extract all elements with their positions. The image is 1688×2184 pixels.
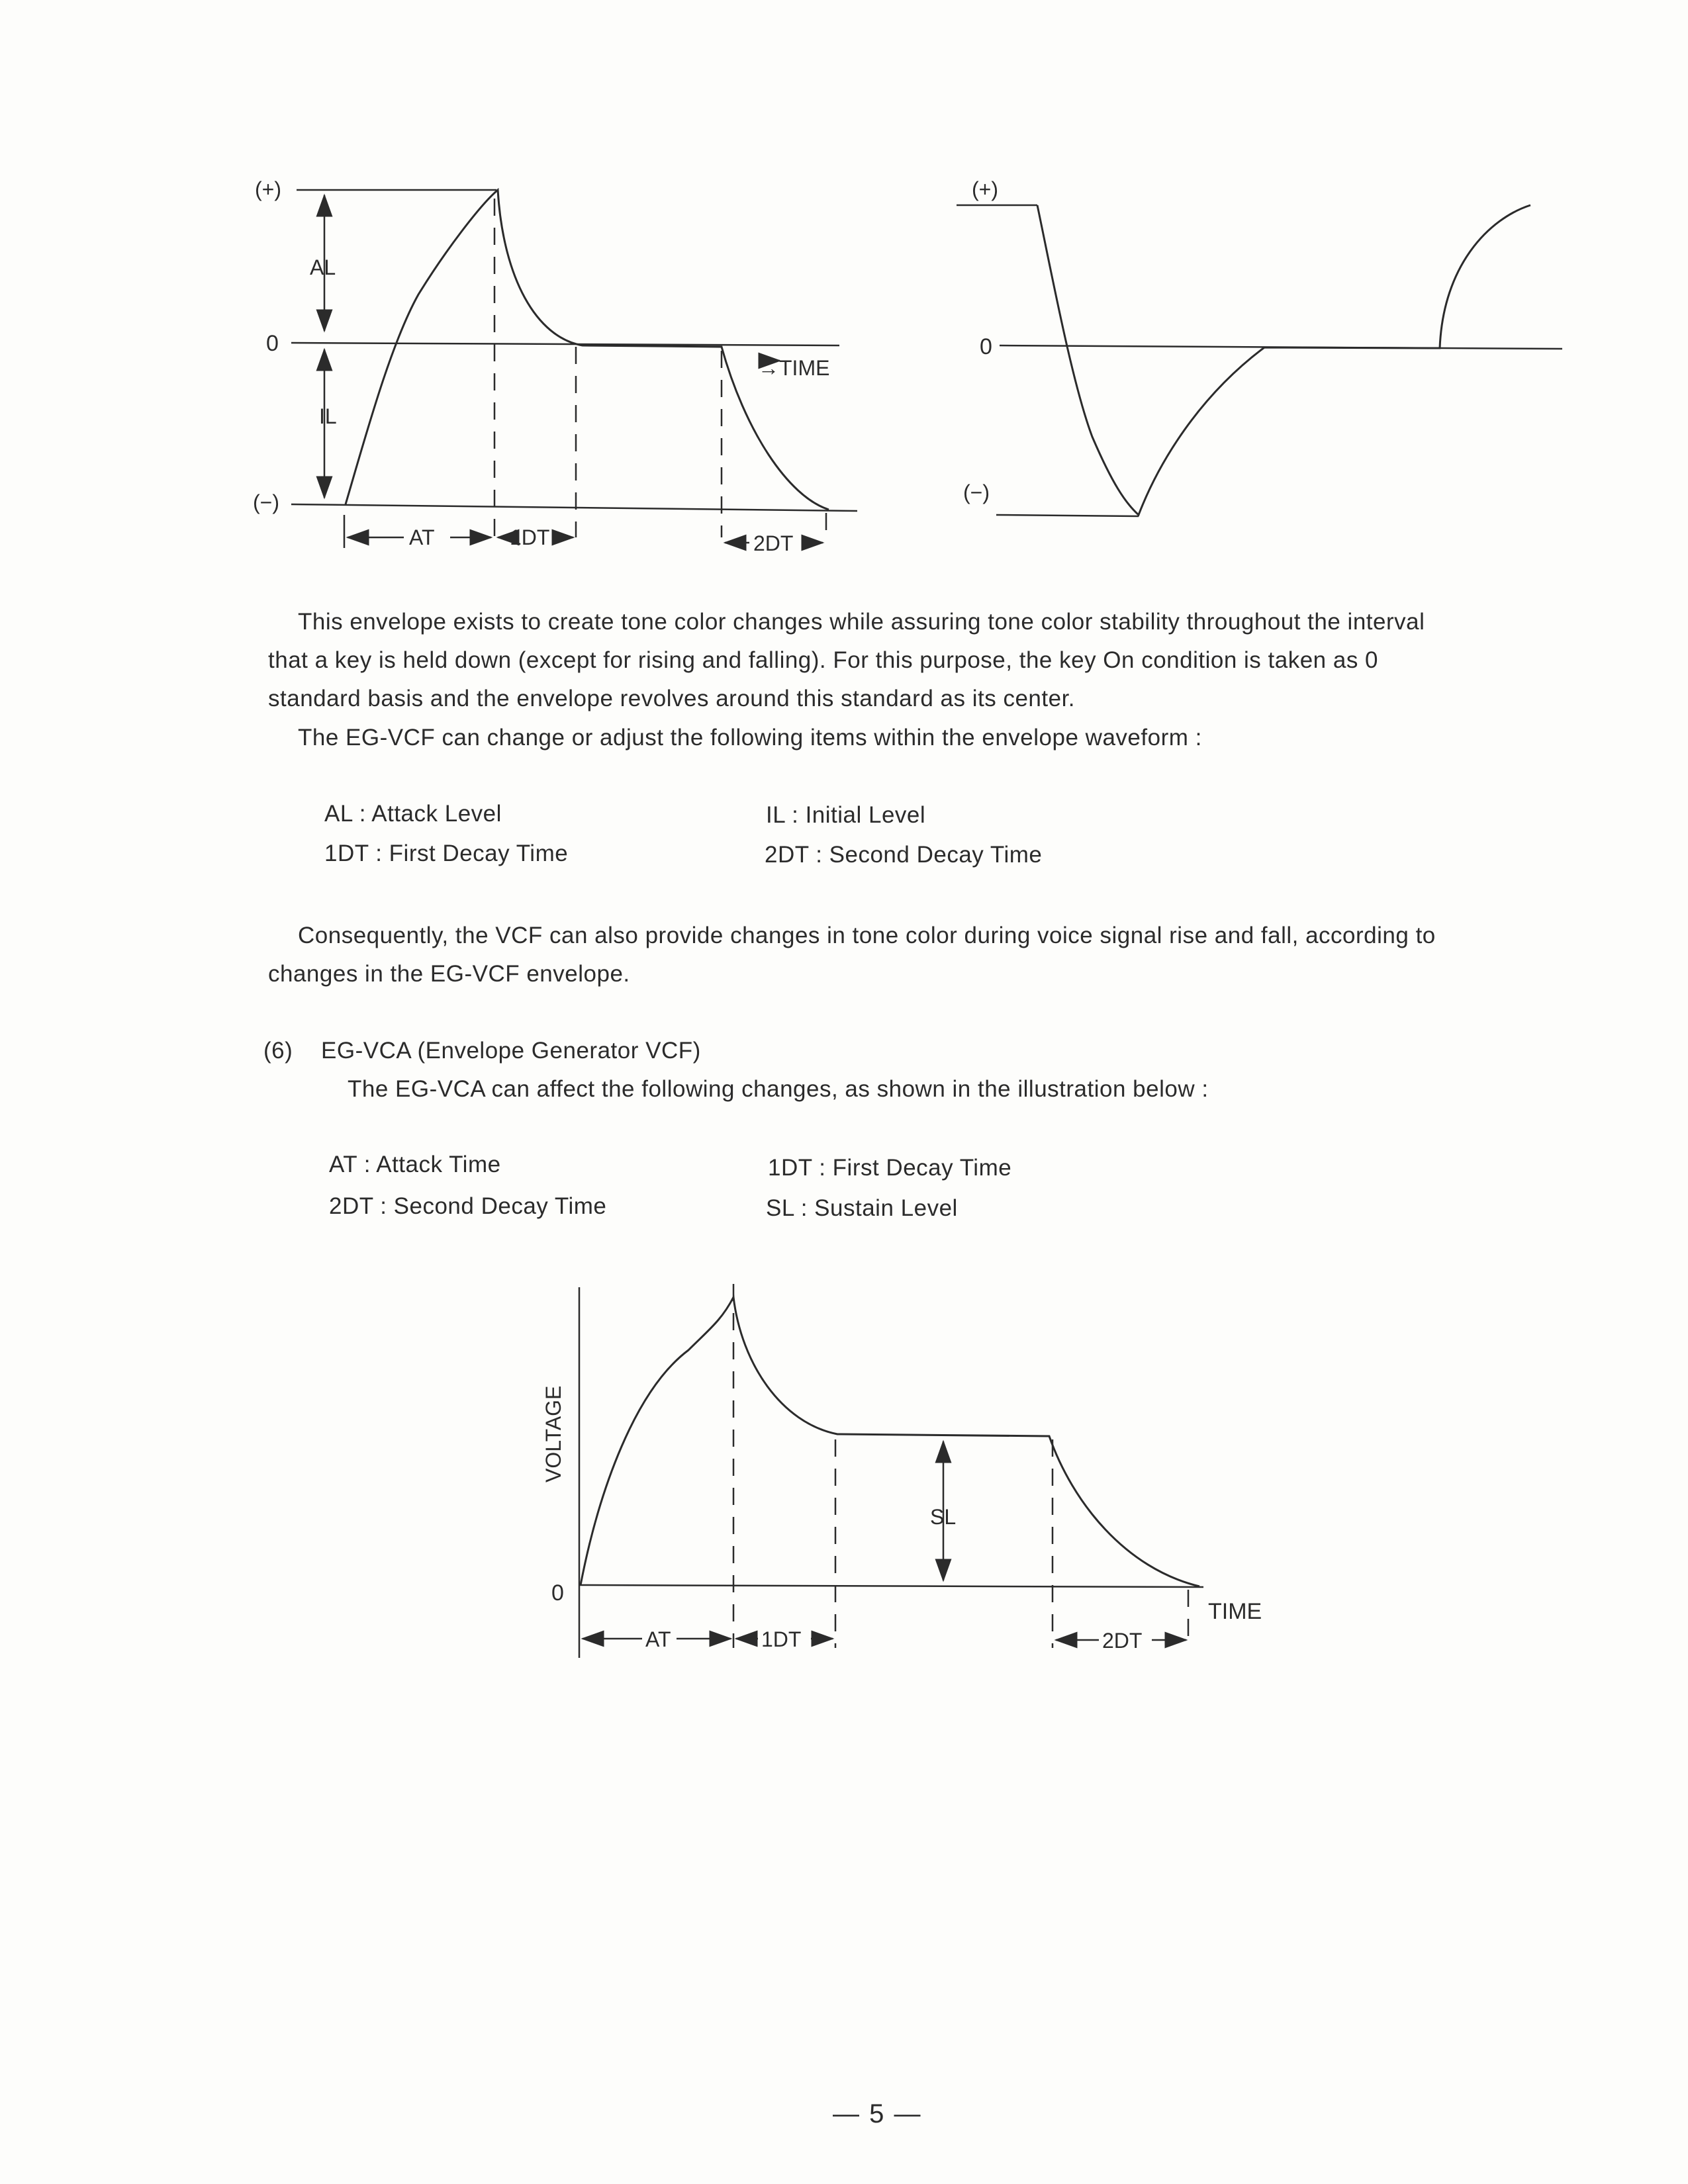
dt2-label: 2DT	[1102, 1629, 1143, 1653]
paragraph-line: changes in the EG-VCF envelope.	[268, 961, 630, 987]
vca-item-sl: SL : Sustain Level	[766, 1195, 958, 1221]
consequence-paragraph	[268, 917, 1566, 993]
envelope-curve	[1037, 205, 1530, 515]
paragraph-line: that a key is held down (except for rising and falling). For this purpose, the key On condition is taken as 0	[268, 647, 1379, 673]
vca-item-2dt: 2DT : Second Decay Time	[329, 1193, 607, 1219]
time-arrows	[348, 361, 823, 543]
page-number: — 5 —	[833, 2099, 922, 2128]
at-label: AT	[409, 525, 435, 549]
minus-label: (−)	[253, 490, 279, 514]
dt1-label: 1DT	[510, 525, 550, 549]
zero-label: 0	[980, 334, 992, 359]
paragraph-line: This envelope exists to create tone color changes while assuring tone color stability throughout the interval	[298, 609, 1425, 635]
vcf-item-al: AL : Attack Level	[324, 801, 502, 827]
vcf-item-2dt: 2DT : Second Decay Time	[765, 842, 1043, 868]
plus-label: (+)	[972, 177, 998, 201]
dt1-label: 1DT	[761, 1627, 802, 1651]
section-intro: The EG-VCA can affect the following changes, as shown in the illustration below :	[348, 1076, 1209, 1102]
voltage-label: VOLTAGE	[541, 1385, 565, 1482]
vcf-items-intro	[298, 719, 1556, 757]
time-arrows	[583, 1639, 1186, 1640]
at-label: AT	[645, 1627, 671, 1651]
vcf-item-il: IL : Initial Level	[766, 802, 926, 828]
vca-item-at: AT : Attack Time	[329, 1152, 501, 1177]
inverted-envelope-diagram	[947, 172, 1575, 529]
section-title: EG-VCA (Envelope Generator VCF)	[321, 1038, 701, 1064]
eg-vcf-envelope-diagram	[238, 169, 874, 566]
zero-label: 0	[551, 1580, 564, 1606]
paragraph-line: Consequently, the VCF can also provide changes in tone color during voice signal rise and fall, according to	[298, 923, 1436, 948]
paragraph-line: The EG-VCF can change or adjust the following items within the envelope waveform :	[298, 725, 1202, 751]
time-label: →TIME	[758, 356, 830, 380]
envelope-curve	[346, 190, 829, 510]
section-number: (6)	[263, 1038, 293, 1064]
vca-item-1dt: 1DT : First Decay Time	[768, 1155, 1012, 1181]
time-markers	[344, 199, 826, 548]
time-markers	[733, 1284, 1188, 1648]
reference-lines	[291, 190, 857, 511]
time-label: TIME	[1208, 1599, 1262, 1624]
paragraph-line: standard basis and the envelope revolves around this standard as its center.	[268, 686, 1076, 711]
minus-label: (−)	[963, 480, 990, 504]
vcf-item-1dt: 1DT : First Decay Time	[324, 841, 569, 866]
plus-label: (+)	[255, 177, 281, 201]
eg-vca-envelope-diagram	[530, 1271, 1291, 1668]
sl-label: SL	[930, 1505, 957, 1529]
dt2-label: 2DT	[753, 531, 794, 555]
axes	[579, 1287, 1203, 1658]
envelope-curve	[581, 1297, 1199, 1586]
intro-paragraph	[268, 603, 1559, 718]
zero-label: 0	[266, 331, 279, 356]
il-label: IL	[319, 404, 337, 428]
al-label: AL	[310, 255, 336, 279]
